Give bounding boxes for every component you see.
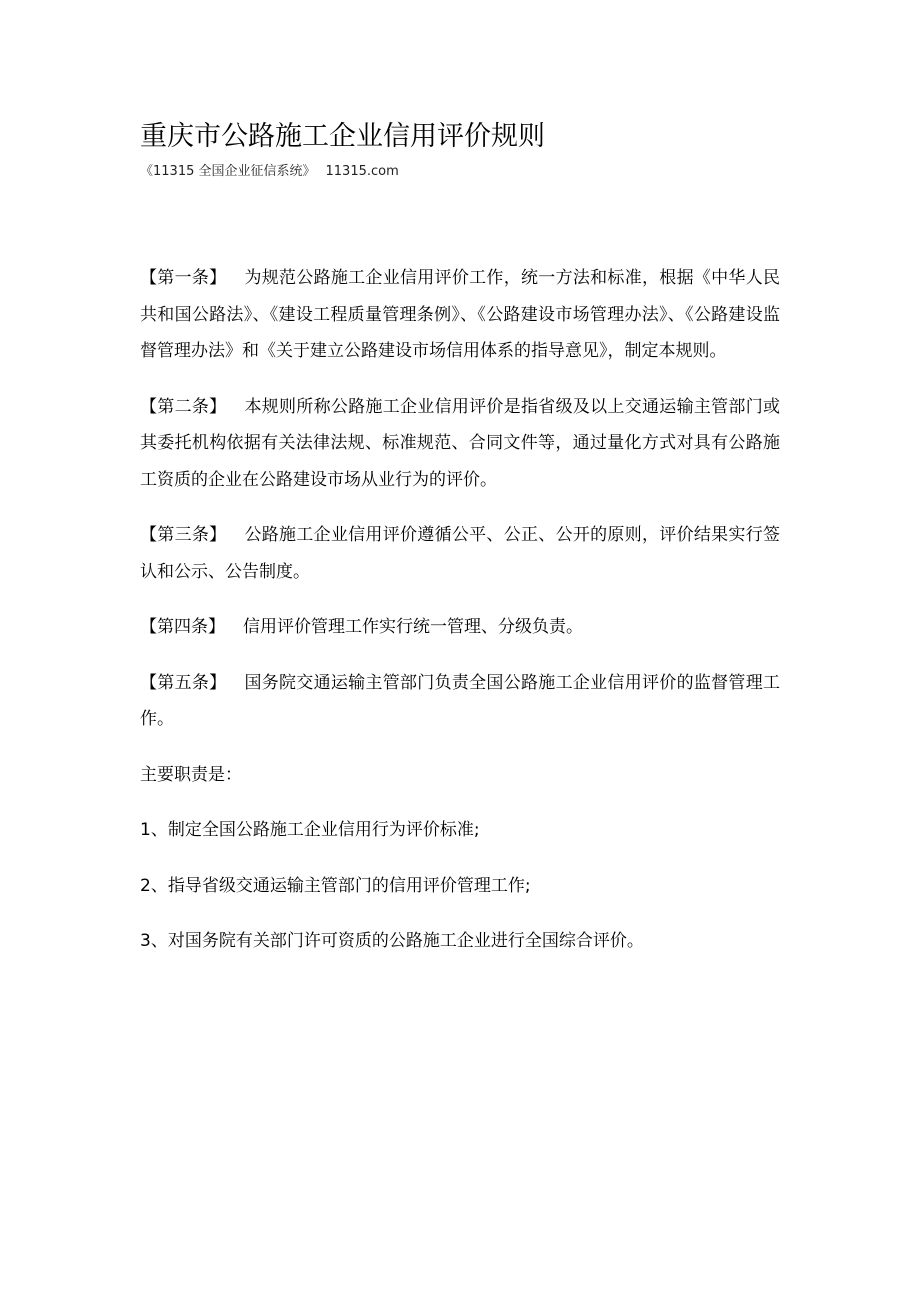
article-label: 【第四条】 <box>140 617 225 637</box>
document-source <box>140 162 399 182</box>
article-4 <box>140 609 780 646</box>
article-text: 公路施工企业信用评价遵循公平、公正、公开的原则，评价结果实行签认和公示、公告制度。 <box>140 525 781 582</box>
document-title: 重庆市公路施工企业信用评价规则 <box>140 121 545 152</box>
article-text: 为规范公路施工企业信用评价工作，统一方法和标准，根据《中华人民共和国公路法》、《建设工程质量管理条例》、《公路建设市场管理办法》、《公路建设监督管理办法》和《关于建立公路建设市场信用体系的指导意见》，制定本规则。 <box>140 268 781 361</box>
article-2 <box>140 389 780 499</box>
article-label: 【第三条】 <box>140 525 227 545</box>
article-3 <box>140 517 780 590</box>
article-label: 【第一条】 <box>140 268 227 288</box>
article-label: 【第五条】 <box>140 672 227 693</box>
duty-item-2: 2、指导省级交通运输主管部门的信用评价管理工作; <box>140 875 531 896</box>
duty-item-1: 1、制定全国公路施工企业信用行为评价标准; <box>140 820 480 840</box>
article-text: 国务院交通运输主管部门负责全国公路施工企业信用评价的监督管理工作。 <box>140 672 781 729</box>
source-name: 《11315 全国企业征信系统》 <box>140 164 316 179</box>
duty-item-3: 3、对国务院有关部门许可资质的公路施工企业进行全国综合评价。 <box>140 931 644 951</box>
article-text: 本规则所称公路施工企业信用评价是指省级及以上交通运输主管部门或其委托机构依据有关法律法规、标准规范、合同文件等，通过量化方式对具有公路施工资质的企业在公路建设市场从业行为的评价。 <box>140 396 781 490</box>
article-label: 【第二条】 <box>140 396 227 417</box>
document-body <box>140 260 780 979</box>
article-1 <box>140 260 780 370</box>
source-domain: 11315.com <box>325 164 399 179</box>
article-text: 信用评价管理工作实行统一管理、分级负责。 <box>243 617 583 637</box>
duties-heading: 主要职责是： <box>140 764 242 785</box>
article-5 <box>140 665 780 738</box>
